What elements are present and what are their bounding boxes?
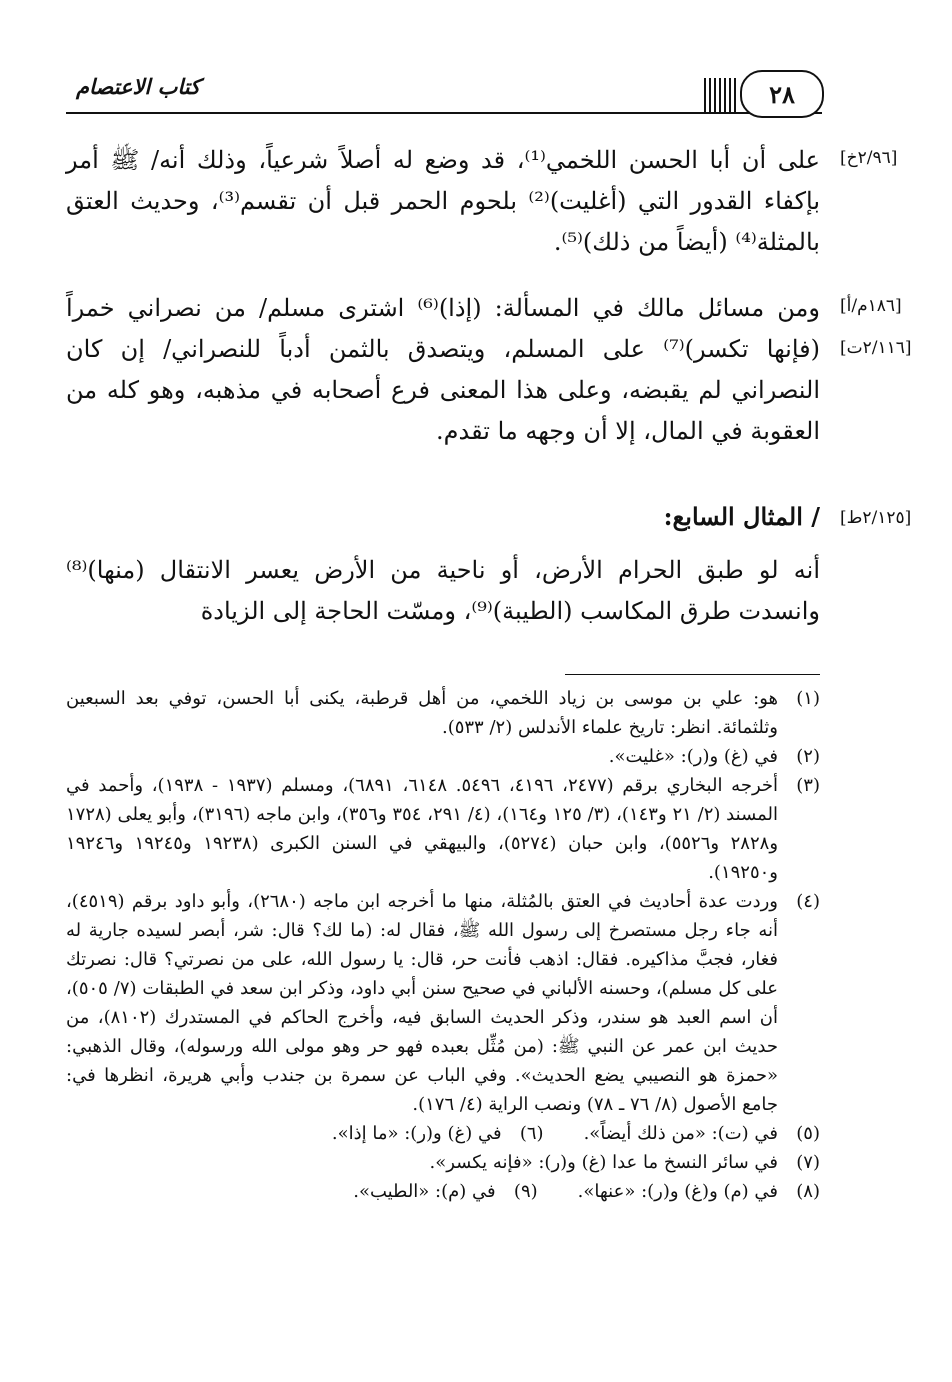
footnote-number: (٢): [796, 746, 820, 767]
footnote-text: في (م) و(غ) و(ر): «عنها».: [577, 1181, 778, 1202]
footnote-text: في (غ) و(ر): «ما إذا».: [331, 1123, 502, 1144]
header-ornament-bars: [704, 78, 738, 112]
section-heading: / المثال السابع:: [663, 502, 820, 531]
footnote: [578, 1177, 820, 1206]
footnote-number: (٣): [796, 775, 820, 796]
running-head-title: كتاب الاعتصام: [76, 74, 201, 99]
footnote-text: في سائر النسخ ما عدا (غ) و(ر): «فإنه يكسر».: [429, 1152, 778, 1173]
footnote: [66, 684, 820, 742]
footnote-number: (١): [796, 688, 820, 709]
footnote-number: (٥): [796, 1123, 820, 1144]
footnote-separator: [565, 674, 820, 675]
footnote: [66, 771, 820, 887]
page-number: ٢٨: [740, 70, 824, 118]
footnote-number: (٩): [513, 1181, 538, 1202]
footnote-number: (٦): [519, 1123, 544, 1144]
footnote: [66, 887, 820, 1119]
footnote-number: (٨): [796, 1181, 820, 1202]
footnote-text: هو: علي بن موسى بن زياد اللخمي، من أهل قرطبة، يكنى أبا الحسن، توفي بعد السبعين وثلثمائة. انظر: تاريخ علماء الأندلس (٢/ ٥٣٣).: [66, 688, 778, 738]
paragraph-3: أنه لو طبق الحرام الأرض، أو ناحية من الأرض يعسر الانتقال (منها)⁽⁸⁾ وانسدت طرق المكاسب (الطيبة)⁽⁹⁾، ومسّت الحاجة إلى الزيادة: [66, 556, 820, 625]
paragraph-1: على أن أبا الحسن اللخمي⁽¹⁾، قد وضع له أصلاً شرعياً، وذلك أنه/ ﷺ أمر بإكفاء القدور التي (أغليت)⁽²⁾ بلحوم الحمر قبل أن تقسم⁽³⁾، وحديث العتق بالمثلة⁽⁴⁾ (أيضاً من ذلك)⁽⁵⁾.: [66, 146, 820, 256]
footnote-text: أخرجه البخاري برقم (٢٤٧٧، ٤١٩٦، ٥٤٩٦. ٦١٤٨، ٦٨٩١)، ومسلم (١٩٣٧ - ١٩٣٨)، وأحمد في المسند (٢/ ٢١ و١٤٣)، (٣/ ١٢٥ و١٦٤)، (٤/ ٢٩١، ٣٥٤ و٣٥٦)، وابن ماجه (٣١٩٦)، وأبو يعلى (١٧٢٨ و٢٨٢٨ و٥٥٢٦)، وابن حبان (٥٢٧٤)، والبيهقي في السنن الكبرى (١٩٢٣٨ و١٩٢٤٥ و١٩٢٤٦ و١٩٢٥٠).: [66, 775, 779, 883]
margin-ref-4: [٢/١٢٥ط]: [840, 508, 912, 528]
footnote-text: وردت عدة أحاديث في العتق بالمُثلة، منها ما أخرجه ابن ماجه (٢٦٨٠)، وأبو داود برقم (٤٥١٩)، أنه جاء رجل مستصرخ إلى رسول الله ﷺ، فقال له: (ما لك؟ قال: شر، أبصر لسيده جارية له فغار، فجبَّ مذاكيره. فقال: اذهب فأنت حر، قال: يا رسول الله، على من نصرتي؟ قال: نصرتك على كل مسلم)، وحسنه الألباني في صحيح سنن أبي داود، وذكر ابن سعد في الطبقات (٧/ ٥٠٥)، أن اسم العبد هو سندر، وذكر الحديث السابق فيه، وأخرج الحاكم في المستدرك (٨١٠٢)، من حديث ابن عمر عن النبي ﷺ: (من مُثِّل بعبده فهو حر وهو مولى الله ورسوله)، وقال الذهبي: «حمزة هو النصيبي يضع الحديث». وفي الباب عن سمرة بن جندب وأبي هريرة، انظرها في: جامع الأصول (٨/ ٧٦ ـ ٧٨) ونصب الراية (٤/ ١٧٦).: [66, 891, 778, 1115]
footnote-text: في (م): «الطيب».: [353, 1181, 496, 1202]
footnote-text: في (غ) و(ر): «غليت».: [608, 746, 778, 767]
footnote-pair: [66, 1119, 820, 1148]
header-rule: [66, 112, 822, 114]
footnote: [332, 1119, 544, 1148]
footnote: [584, 1119, 820, 1148]
footnote-number: (٧): [796, 1152, 820, 1173]
margin-ref-2: [١٨٦م/أ]: [840, 296, 902, 316]
footnote: [353, 1177, 537, 1206]
paragraph-2: ومن مسائل مالك في المسألة: (إذا)⁽⁶⁾ اشترى مسلم/ من نصراني خمراً (فإنها تكسر)⁽⁷⁾ على المسلم، ويتصدق بالثمن أدباً للنصراني/ إن كان النصراني لم يقبضه، وعلى هذا المعنى فرع أصحابه في مذهبه، وهو كله من العقوبة في المال، إلا أن وجهه ما تقدم.: [66, 294, 820, 445]
footnote-pair: [66, 1177, 820, 1206]
margin-ref-1: [٢/٩٦خ]: [840, 148, 898, 168]
footnote-pair: [66, 1148, 820, 1177]
footnote: [66, 742, 820, 771]
footnote-text: في (ت): «من ذلك أيضاً».: [583, 1123, 778, 1144]
footnote-number: (٤): [796, 891, 820, 912]
footnote: [429, 1148, 820, 1177]
margin-ref-3: [٢/١١٦ت]: [840, 338, 912, 358]
footnotes: [66, 684, 820, 1206]
